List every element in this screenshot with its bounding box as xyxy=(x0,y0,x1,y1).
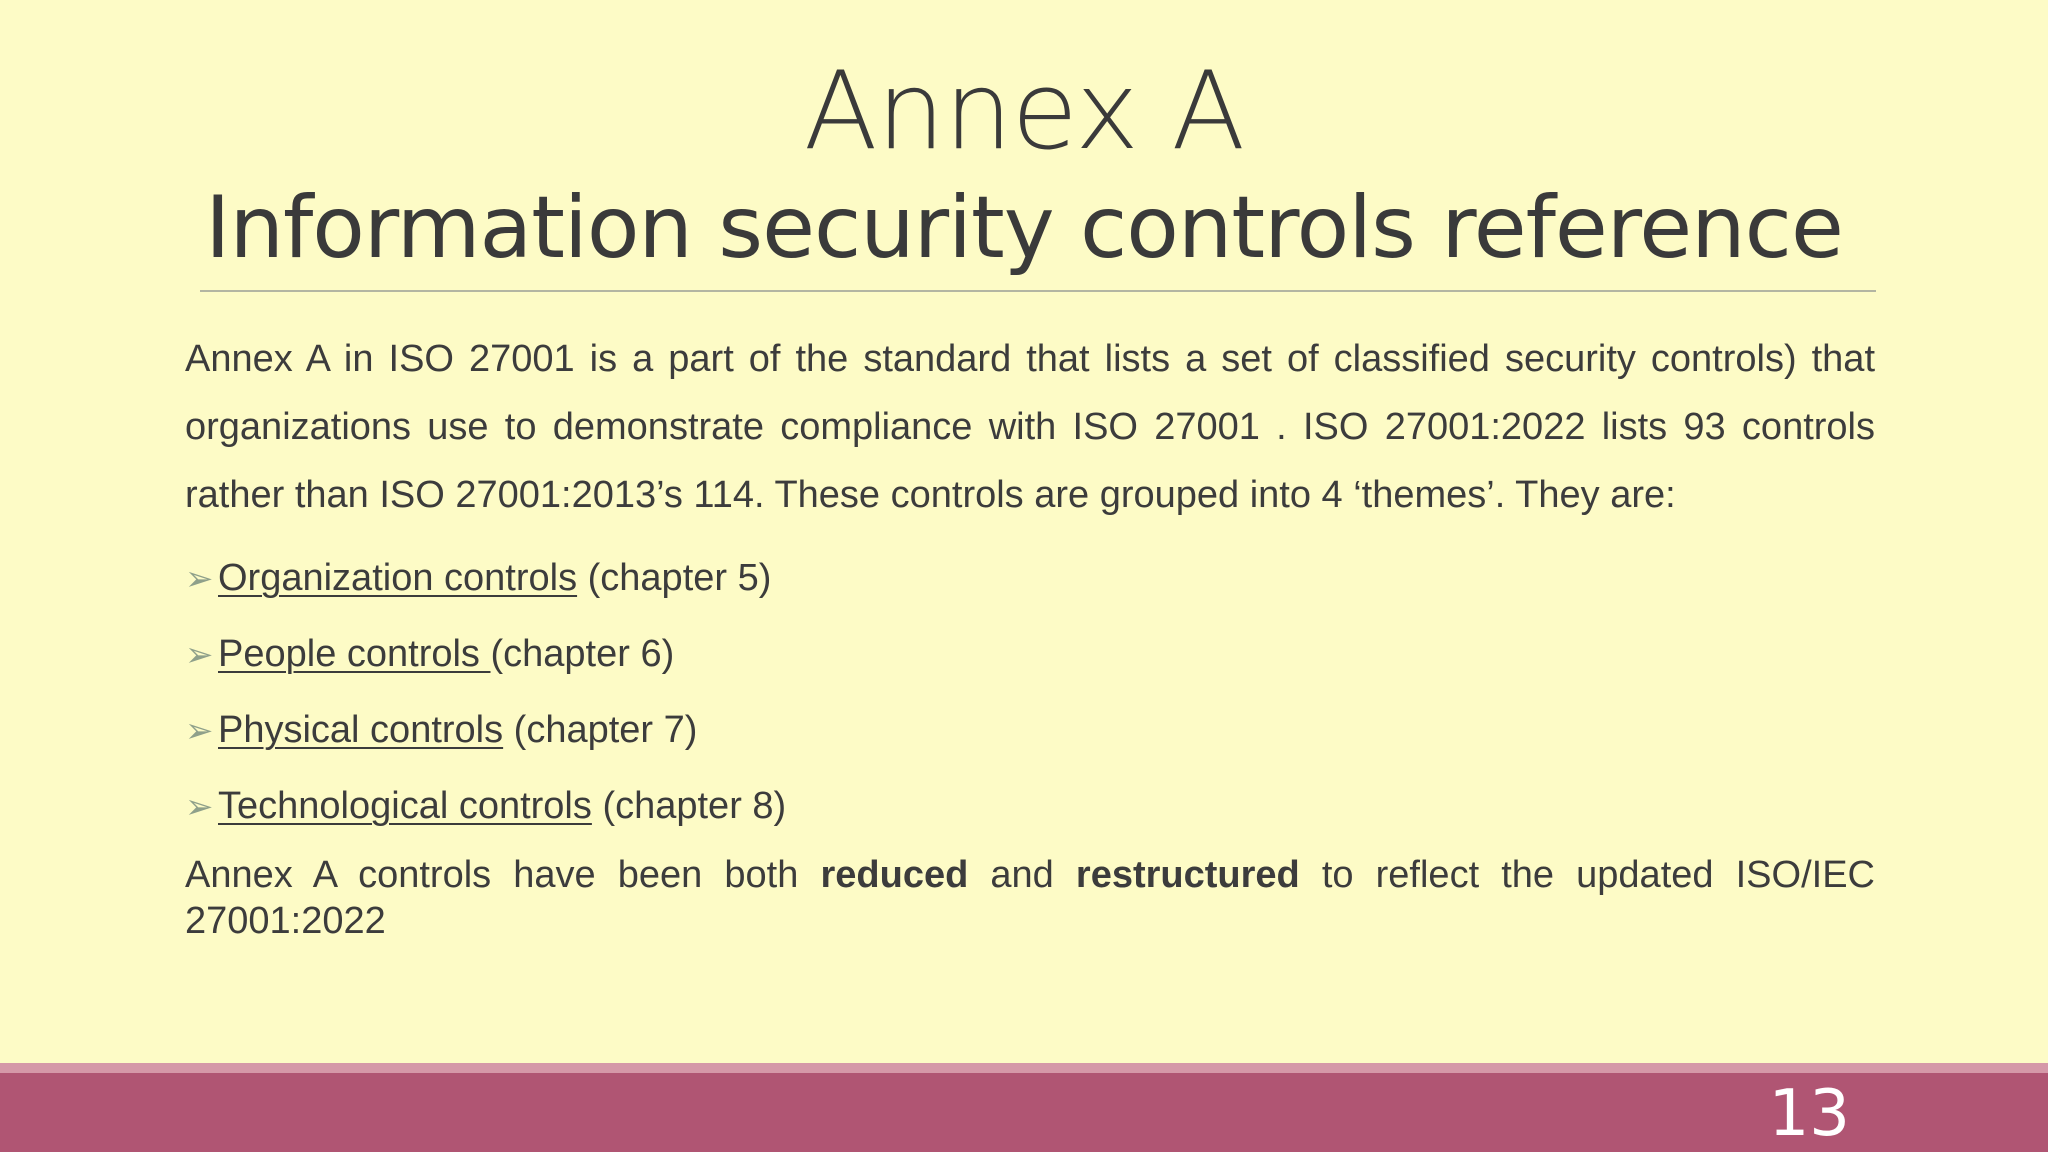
footer-stripe xyxy=(0,1063,2048,1073)
title-divider xyxy=(200,290,1876,292)
closing-bold-restructured: restructured xyxy=(1075,854,1300,896)
list-item-physical xyxy=(185,692,786,768)
arrow-bullet-icon: ➢ xyxy=(185,788,214,826)
arrow-bullet-icon: ➢ xyxy=(185,560,214,598)
list-item-detail: (chapter 7) xyxy=(503,709,698,751)
list-item-technological xyxy=(185,768,786,844)
technological-controls-link[interactable]: Technological controls xyxy=(218,785,592,827)
list-item-detail: (chapter 6) xyxy=(490,633,675,675)
arrow-bullet-icon: ➢ xyxy=(185,636,214,674)
list-item-people xyxy=(185,616,786,692)
closing-text: Annex A controls have been both xyxy=(185,854,821,896)
physical-controls-link[interactable]: Physical controls xyxy=(218,709,504,751)
intro-paragraph: Annex A in ISO 27001 is a part of the standard that lists a set of classified security controls) that organizations use to demonstrate compliance with ISO 27001 . ISO 27001:2022 lists 93 controls rather than ISO 27001:2013’s 114. These controls are grouped into 4 ‘themes’. They are: xyxy=(185,338,1875,516)
list-item-detail: (chapter 5) xyxy=(577,557,772,599)
closing-text: to reflect the updated ISO/IEC 27001:2022 xyxy=(185,854,1875,942)
page-number: 13 xyxy=(1768,1077,1850,1151)
slide-subtitle: Information security controls reference xyxy=(205,178,1843,278)
organization-controls-link[interactable]: Organization controls xyxy=(218,557,578,599)
people-controls-link[interactable]: People controls xyxy=(218,633,491,675)
closing-paragraph xyxy=(185,852,1875,944)
list-item-organization xyxy=(185,540,786,616)
arrow-bullet-icon: ➢ xyxy=(185,712,214,750)
closing-text: and xyxy=(968,854,1076,896)
themes-list xyxy=(185,540,786,844)
closing-bold-reduced: reduced xyxy=(820,854,969,896)
slide-title: Annex A xyxy=(803,49,1245,174)
list-item-detail: (chapter 8) xyxy=(591,785,787,827)
